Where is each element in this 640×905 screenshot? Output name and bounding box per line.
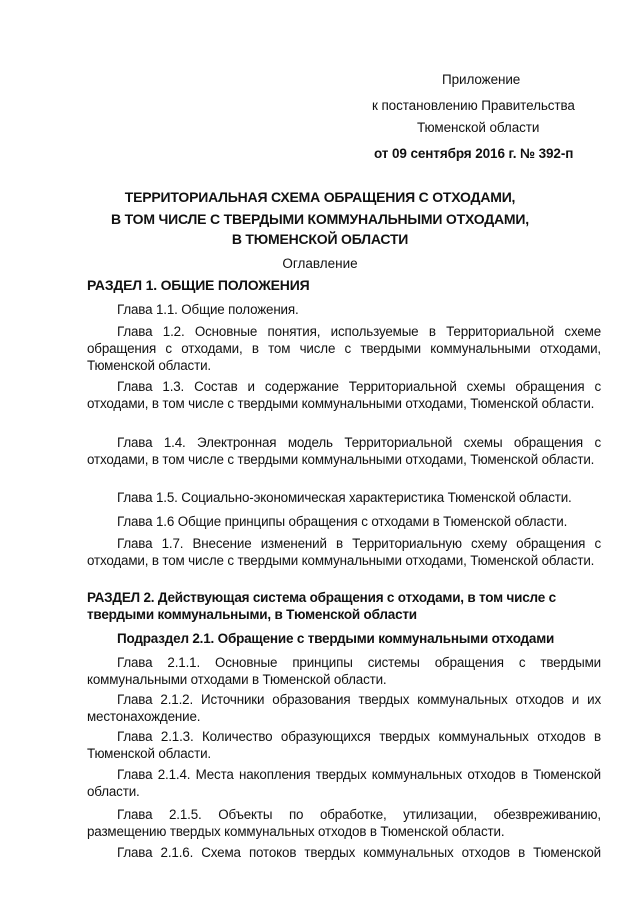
- toc-item-2-1-2: Глава 2.1.2. Источники образования твердых коммунальных отходов и их местонахождение.: [87, 692, 601, 724]
- toc-item-2-1-6: Глава 2.1.6. Схема потоков твердых коммунальных отходов в Тюменской: [117, 845, 601, 860]
- toc-item-1-1: Глава 1.1. Общие положения.: [117, 302, 299, 317]
- resolution-reference: к постановлению Правительства: [372, 98, 575, 113]
- table-of-contents-heading: Оглавление: [282, 256, 358, 271]
- subsection-2-1-heading: Подраздел 2.1. Обращение с твердыми коммунальными отходами: [117, 631, 555, 646]
- toc-item-1-5: Глава 1.5. Социально-экономическая характеристика Тюменской области.: [117, 490, 572, 505]
- toc-item-1-7: Глава 1.7. Внесение изменений в Территориальную схему обращения с отходами, в том числе с твердыми коммунальными отходами, Тюменской области.: [87, 536, 601, 568]
- toc-item-2-1-5: Глава 2.1.5. Объекты по обработке, утилизации, обезвреживанию, размещению твердых коммунальных отходов в Тюменской области.: [87, 807, 601, 839]
- document-title-line-2: В ТОМ ЧИСЛЕ С ТВЕРДЫМИ КОММУНАЛЬНЫМИ ОТХОДАМИ,: [111, 211, 529, 227]
- toc-item-1-4: Глава 1.4. Электронная модель Территориальной схемы обращения с отходами, в том числе с твердыми коммунальными отходами, Тюменской области.: [87, 435, 601, 467]
- document-title-line-3: В ТЮМЕНСКОЙ ОБЛАСТИ: [231, 231, 409, 247]
- toc-item-2-1-3: Глава 2.1.3. Количество образующихся твердых коммунальных отходов в Тюменской области.: [87, 729, 601, 761]
- document-title-line-1: ТЕРРИТОРИАЛЬНАЯ СХЕМА ОБРАЩЕНИЯ С ОТХОДАМИ,: [124, 189, 516, 205]
- toc-item-2-1-1: Глава 2.1.1. Основные принципы системы обращения с твердыми коммунальными отходами в Тюменской области.: [87, 655, 601, 687]
- section-1-heading: РАЗДЕЛ 1. ОБЩИЕ ПОЛОЖЕНИЯ: [87, 277, 310, 293]
- resolution-date-number: от 09 сентября 2016 г. № 392-п: [374, 146, 574, 161]
- section-2-heading: РАЗДЕЛ 2. Действующая система обращения с отходами, в том числе с твердыми коммунальными, в Тюменской области: [87, 590, 556, 622]
- toc-item-2-1-4: Глава 2.1.4. Места накопления твердых коммунальных отходов в Тюменской области.: [87, 767, 601, 799]
- toc-item-1-2: Глава 1.2. Основные понятия, используемые в Территориальной схеме обращения с отходами, в том числе с твердыми коммунальными отходами, Тюменской области.: [87, 324, 601, 373]
- toc-item-1-3: Глава 1.3. Состав и содержание Территориальной схемы обращения с отходами, в том числе с твердыми коммунальными отходами, Тюменской области.: [87, 379, 601, 411]
- region-name: Тюменской области: [417, 120, 540, 135]
- appendix-label: Приложение: [442, 72, 521, 87]
- toc-item-1-6: Глава 1.6 Общие принципы обращения с отходами в Тюменской области.: [117, 514, 568, 529]
